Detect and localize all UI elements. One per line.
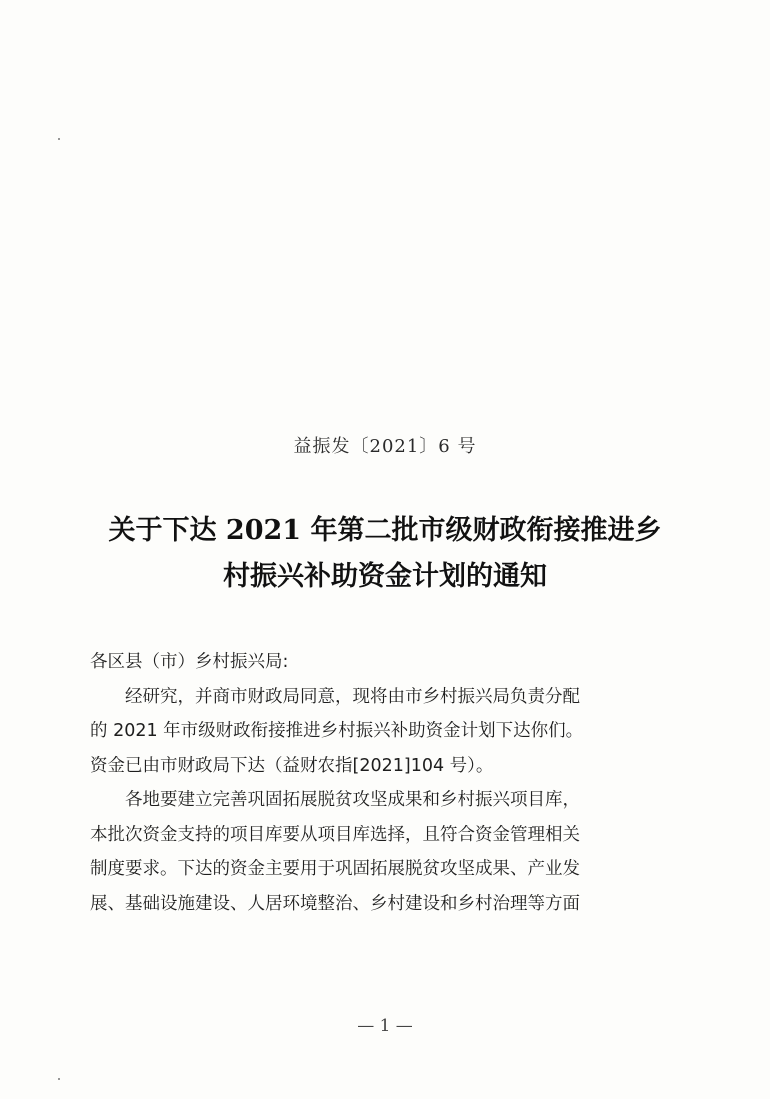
paragraph-line: 制度要求。下达的资金主要用于巩固拓展脱贫攻坚成果、产业发	[90, 859, 580, 879]
document-title	[60, 508, 710, 600]
paragraph-line: 展、基础设施建设、人居环境整治、乡村建设和乡村治理等方面	[90, 893, 580, 914]
paragraph	[90, 680, 690, 784]
paragraph-line: 各地要建立完善巩固拓展脱贫攻坚成果和乡村振兴项目库，	[125, 790, 580, 810]
document-body	[90, 645, 690, 921]
salutation-line: 各区县（市）乡村振兴局:	[90, 652, 289, 672]
paragraph-line: 资金已由市财政局下达（益财农指[2021]104 号）。	[90, 755, 494, 776]
document-number: 益振发〔2021〕6 号	[293, 436, 477, 457]
paragraph-line: 本批次资金支持的项目库要从项目库选择，且符合资金管理相关	[90, 824, 580, 845]
scan-speck	[58, 1078, 60, 1080]
scan-speck	[58, 138, 60, 140]
paragraph-line: 的 2021 年市级财政衔接推进乡村振兴补助资金计划下达你们。	[90, 721, 584, 741]
title-line: 村振兴补助资金计划的通知	[223, 561, 547, 592]
salutation	[90, 645, 690, 680]
paragraph	[90, 783, 690, 921]
page-number: — 1 —	[357, 1016, 413, 1036]
title-line: 关于下达 2021 年第二批市级财政衔接推进乡	[108, 515, 662, 546]
paragraph-line: 经研究，并商市财政局同意，现将由市乡村振兴局负责分配	[125, 686, 580, 707]
